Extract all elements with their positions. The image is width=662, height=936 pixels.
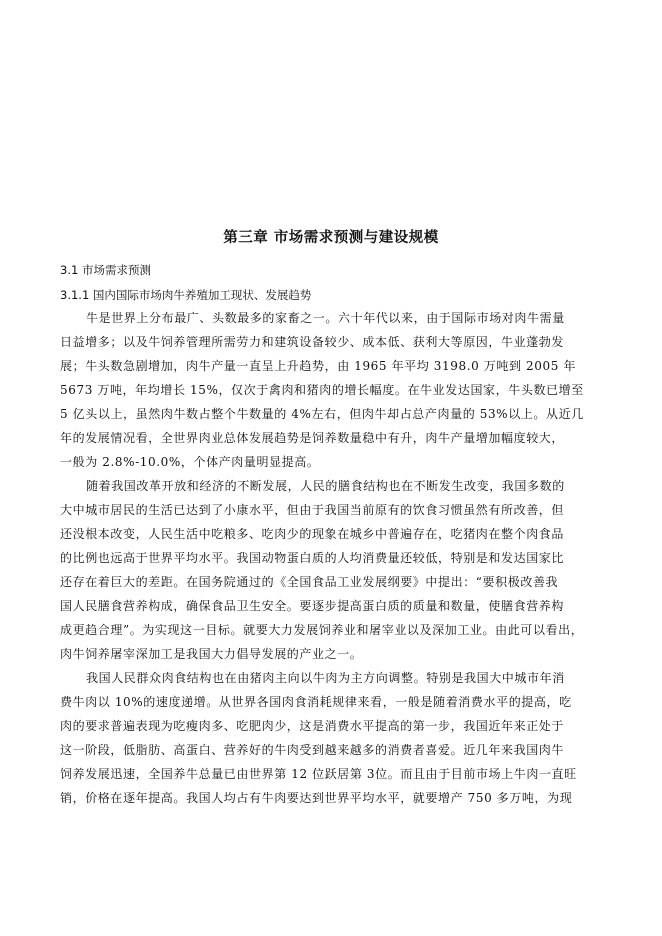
paragraph-1 (60, 306, 600, 474)
text-line: 牛是世界上分布最广、头数最多的家畜之一。六十年代以来，由于国际市场对肉牛需量 (86, 311, 565, 325)
text-line: 国人民膳食营养构成，确保食品卫生安全。要逐步提高蛋白质的质量和数量，使膳食营养构 (60, 599, 565, 613)
paragraph-2 (60, 474, 600, 666)
text-line: 年的发展情况看，全世界肉业总体发展趋势是饲养数量稳中有升，肉牛产量增加幅度较大， (60, 431, 565, 445)
text-line: 饲养发展迅速，全国养牛总量已由世界第 12 位跃居第 3位。而且由于目前市场上牛肉一直旺 (60, 767, 577, 781)
text-line: 费牛肉以 10%的速度递增。从世界各国肉食消耗规律来看，一般是随着消费水平的提高，吃 (60, 695, 572, 709)
text-line: 还存在着巨大的差距。在国务院通过的《全国食品工业发展纲要》中提出：“要积极改善我 (60, 575, 559, 589)
text-line: 这一阶段，低脂肪、高蛋白、营养好的牛肉受到越来越多的消费者喜爱。近几年来我国肉牛 (60, 743, 565, 757)
text-line: 肉的要求普遍表现为吃瘦肉多、吃肥肉少，这是消费水平提高的第一步，我国近年来正处于 (60, 719, 565, 733)
text-line: 一般为 2.8%-10.0%，个体产肉量明显提高。 (60, 455, 320, 469)
text-line: 的比例也远高于世界平均水平。我国动物蛋白质的人均消费量还较低，特别是和发达国家比 (60, 551, 565, 565)
text-line: 我国人民群众肉食结构也在由猪肉主向以牛肉为主方向调整。特别是我国大中城市年消 (86, 671, 565, 685)
paragraph-3 (60, 666, 600, 810)
text-line: 成更趋合理”。为实现这一目标。就要大力发展饲养业和屠宰业以及深加工业。由此可以看出， (60, 623, 584, 637)
text-line: 日益增多；以及牛饲养管理所需劳力和建筑设备较少、成本低、获利大等原因，牛业蓬勃发 (60, 335, 565, 349)
body-text (60, 306, 600, 810)
text-line: 5 亿头以上，虽然肉牛数占整个牛数量的 4%左右，但肉牛却占总产肉量的 53%以上。从近几 (60, 407, 584, 421)
text-line: 随着我国改革开放和经济的不断发展，人民的膳食结构也在不断发生改变，我国多数的 (86, 479, 565, 493)
section-heading-3-1: 3.1 市场需求预测 (60, 263, 151, 277)
text-line: 展；牛头数急剧增加，肉牛产量一直呈上升趋势，由 1965 年平均 3198.0 万吨到 2005 年 (60, 359, 576, 373)
chapter-title: 第三章 市场需求预测与建设规模 (223, 230, 439, 246)
text-line: 销，价格在逐年提高。我国人均占有牛肉要达到世界平均水平，就要增产 750 多万吨，为现 (60, 791, 573, 805)
text-line: 大中城市居民的生活已达到了小康水平，但由于我国当前原有的饮食习惯虽然有所改善，但 (60, 503, 565, 517)
text-line: 肉牛饲养屠宰深加工是我国大力倡导发展的产业之一。 (60, 647, 363, 661)
text-line: 5673 万吨，年均增长 15%，仅次于禽肉和猪肉的增长幅度。在牛业发达国家，牛头数已增至 (60, 383, 584, 397)
text-line: 还没根本改变，人民生活中吃粮多、吃肉少的现象在城乡中普遍存在，吃猪肉在整个肉食品 (60, 527, 565, 541)
section-heading-3-1-1: 3.1.1 国内国际市场肉牛养殖加工现状、发展趋势 (60, 288, 312, 302)
